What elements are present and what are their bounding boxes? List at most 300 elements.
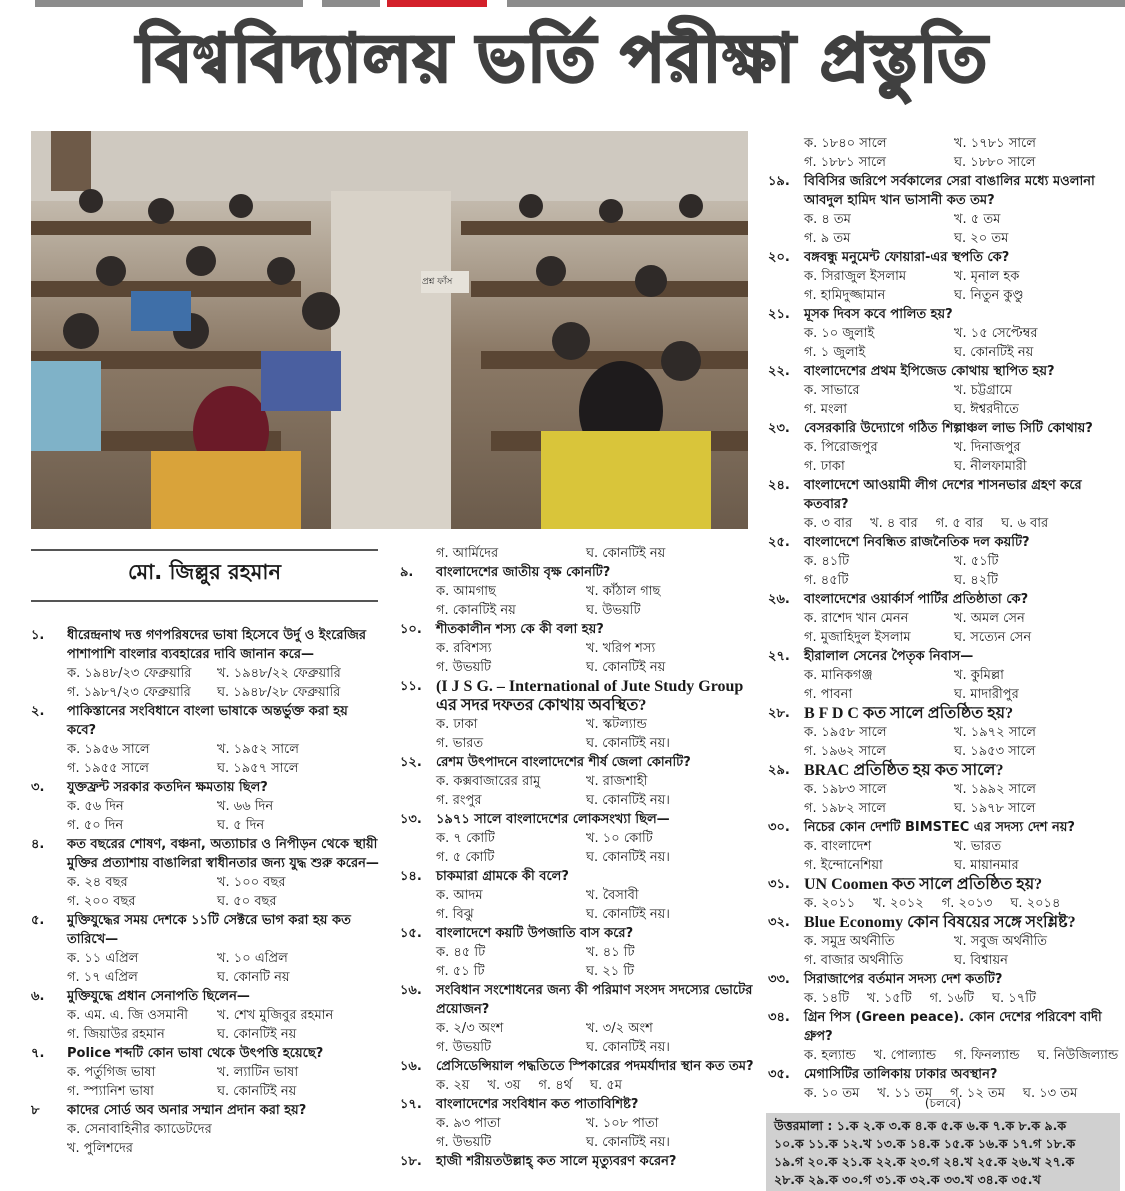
answer-option: গ. ২০১৩ bbox=[941, 896, 993, 911]
answer-options bbox=[804, 1046, 1120, 1065]
answer-option: ঘ. কোনটিই নয়। bbox=[586, 850, 670, 865]
answer-option: ক. এম. এ. জি ওসমানী bbox=[67, 1008, 188, 1023]
question-number: ৫. bbox=[31, 913, 45, 928]
answer-options bbox=[804, 932, 1120, 970]
answer-option: ঘ. ১৯৭৮ সালে bbox=[954, 801, 1036, 816]
answer-option: খ. ১৯৯২ সালে bbox=[954, 782, 1036, 797]
answer-option: খ. খরিপ শস্য bbox=[586, 641, 656, 656]
answer-option: খ. ৬৬ দিন bbox=[217, 799, 274, 814]
answer-option: ঘ. কোনটিই নয় bbox=[217, 1027, 297, 1042]
answer-option: ক. ৯৩ পাতা bbox=[436, 1116, 501, 1131]
question-item bbox=[768, 647, 1120, 704]
question-number: ১৬. bbox=[400, 1059, 422, 1074]
answer-option: ঘ. ৪২টি bbox=[954, 573, 998, 588]
question-item bbox=[400, 563, 755, 620]
question-text: বাংলাদেশে নিবন্ধিত রাজনৈতিক দল কয়টি? bbox=[804, 535, 1030, 550]
question-text: সিরাজাপের বর্তমান সদস্য দেশ কতটি? bbox=[804, 972, 1003, 987]
answer-options bbox=[804, 894, 1120, 913]
question-item bbox=[400, 1095, 755, 1152]
answer-option: ক. আমগাছ bbox=[436, 584, 496, 599]
answer-line: ১.ক ২.ক ৩.ক ৪.ক ৫.ক ৬.ক ৭.ক ৮.ক ৯.ক bbox=[836, 1118, 1067, 1133]
question-number: ৩২. bbox=[768, 915, 790, 930]
answer-option: খ. ৪ বার bbox=[870, 516, 918, 531]
answer-option: গ. রংপুর bbox=[436, 793, 482, 808]
answer-option: ক. সাভারে bbox=[804, 383, 860, 398]
question-text: কত বছরের শোষণ, বঞ্চনা, অত্যাচার ও নিপীড়ন থেকে স্থায়ী মুক্তির প্রত্যাশায় বাঙালিরা স্বাধীনতার জন্য যুদ্ধ শুরু করেন— bbox=[67, 837, 379, 871]
question-text: (I J S G. – International of Jute Study Group এর সদর দফতর কোথায় অবস্থিত? bbox=[436, 678, 744, 714]
question-text: নিচের কোন দেশটি BIMSTEC এর সদস্য দেশ নয়? bbox=[804, 820, 1075, 835]
answer-option: গ. ৯ তম bbox=[804, 231, 851, 246]
question-text: কাদের সোর্ড অব অনার সম্মান প্রদান করা হয়? bbox=[67, 1103, 307, 1118]
question-number: ৩. bbox=[31, 780, 45, 795]
answer-option: ক. হল্যান্ড bbox=[804, 1048, 856, 1063]
question-number: ২৯. bbox=[768, 763, 790, 778]
answer-option: ঘ. ১৯৫৭ সালে bbox=[217, 761, 299, 776]
question-column-1 bbox=[31, 626, 381, 1158]
answer-options bbox=[67, 740, 381, 778]
answer-option: খ. ১০০ বছর bbox=[217, 875, 286, 890]
answer-option: গ. ৫১ টি bbox=[436, 964, 485, 979]
answer-option: খ. অমল সেন bbox=[954, 611, 1025, 626]
answer-option: গ. হামিদুজ্জামান bbox=[804, 288, 886, 303]
answer-option: গ. ইন্দোনেশিয়া bbox=[804, 858, 883, 873]
exam-hall-illustration bbox=[31, 131, 748, 529]
question-number: ৬. bbox=[31, 989, 45, 1004]
question-text: যুক্তফ্রন্ট সরকার কতদিন ক্ষমতায় ছিল? bbox=[67, 780, 268, 795]
answer-option: ঘ. নিউজিল্যান্ড bbox=[1037, 1048, 1119, 1063]
answer-option: ঘ. কোনটিই নয় bbox=[954, 345, 1034, 360]
question-item bbox=[768, 590, 1120, 647]
answer-option: ঘ. বিশ্বায়ন bbox=[954, 953, 1008, 968]
question-item bbox=[31, 626, 381, 702]
question-number: ১১. bbox=[400, 679, 422, 694]
answer-option: ঘ. ২০১৪ bbox=[1010, 896, 1061, 911]
photo-board-label: প্রশ্ন ফাঁস bbox=[422, 277, 453, 287]
question-text: বাংলাদেশের সংবিধান কত পাতাবিশিষ্ট? bbox=[436, 1097, 639, 1112]
answer-option: ঘ. কোনটিই নয়। bbox=[586, 736, 670, 751]
answer-option: ক. আদম bbox=[436, 888, 483, 903]
answer-options bbox=[436, 1114, 755, 1152]
answer-options bbox=[67, 1006, 381, 1044]
question-item bbox=[400, 810, 755, 867]
question-item bbox=[31, 778, 381, 835]
answer-option: খ. ১৯৫২ সালে bbox=[217, 742, 299, 757]
question-text: B F D C কত সালে প্রতিষ্ঠিত হয়? bbox=[804, 705, 1014, 722]
answer-options bbox=[804, 666, 1120, 704]
answer-option: খ. ৪১ টি bbox=[586, 945, 635, 960]
question-item bbox=[768, 761, 1120, 818]
question-number: ২. bbox=[31, 704, 45, 719]
answer-option: গ. ১ জুলাই bbox=[804, 345, 866, 360]
answer-options bbox=[804, 381, 1120, 419]
question-text: হীরালাল সেনের পৈতৃক নিবাস— bbox=[804, 649, 974, 664]
answer-option: ক. ২য় bbox=[436, 1078, 470, 1093]
answer-option: ঘ. ৫ম bbox=[590, 1078, 622, 1093]
answer-options bbox=[436, 1076, 755, 1095]
answer-option: ক. পিরোজপুর bbox=[804, 440, 878, 455]
question-text: BRAC প্রতিষ্ঠিত হয় কত সালে? bbox=[804, 762, 1004, 779]
answer-option: ক. ১০ তম bbox=[804, 1086, 860, 1101]
answer-option: গ. ৫ বার bbox=[935, 516, 984, 531]
answer-option: ক. ১৯৪৮/২৩ ফেব্রুয়ারি bbox=[67, 666, 192, 681]
answer-option: ক. কক্সবাজারের রামু bbox=[436, 774, 541, 789]
answer-option: গ. ঢাকা bbox=[804, 459, 845, 474]
answer-option: গ. ২০০ বছর bbox=[67, 894, 136, 909]
answer-option: ঘ. কোনটিই নয় bbox=[586, 546, 666, 561]
question-number: ১৮. bbox=[400, 1154, 422, 1169]
question-number: ২৬. bbox=[768, 592, 790, 607]
question-item bbox=[400, 544, 755, 563]
answer-option: গ. ৫০ দিন bbox=[67, 818, 124, 833]
answer-option: ক. ৭ কোটি bbox=[436, 831, 495, 846]
answer-option: খ. ২০১২ bbox=[873, 896, 924, 911]
question-item bbox=[768, 419, 1120, 476]
answer-option: ক. ১৯৮৩ সালে bbox=[804, 782, 887, 797]
answer-option: খ. ল্যাটিন ভাষা bbox=[217, 1065, 299, 1080]
question-text: মুক্তিযুদ্ধে প্রধান সেনাপতি ছিলেন— bbox=[67, 989, 250, 1004]
question-text: বাংলাদেশে আওয়ামী লীগ দেশের শাসনভার গ্রহণ করে কতবার? bbox=[804, 478, 1082, 512]
answer-options bbox=[804, 609, 1120, 647]
answer-option: খ. ৫১টি bbox=[954, 554, 999, 569]
question-item bbox=[768, 704, 1120, 761]
question-text: ধীরেন্দ্রনাথ দত্ত গণপরিষদের ভাষা হিসেবে উর্দু ও ইংরেজির পাশাপাশি বাংলার ব্যবহারের দাবি জানান করে— bbox=[67, 628, 367, 662]
answer-option: গ. ভারত bbox=[436, 736, 484, 751]
question-number: ২২. bbox=[768, 364, 790, 379]
answer-option: ক. ৩ বার bbox=[804, 516, 853, 531]
answer-option: খ. ১০৮ পাতা bbox=[586, 1116, 659, 1131]
question-number: ১২. bbox=[400, 755, 422, 770]
question-item bbox=[400, 1057, 755, 1095]
question-number: ১৯. bbox=[768, 174, 790, 189]
answer-option: গ. পাবনা bbox=[804, 687, 853, 702]
answer-option: ক. ১৪টি bbox=[804, 991, 850, 1006]
question-text: বঙ্গবন্ধু মনুমেন্ট ফোয়ারা-এর স্থপতি কে? bbox=[804, 250, 1010, 265]
answer-key-label: উত্তরমালা : bbox=[774, 1118, 833, 1133]
answer-option: গ. জিয়াউর রহমান bbox=[67, 1027, 165, 1042]
answer-option: ঘ. ১৮৮০ সালে bbox=[954, 155, 1036, 170]
answer-option: ঘ. উভয়টি bbox=[586, 603, 641, 618]
answer-options bbox=[67, 1063, 381, 1101]
answer-option: গ. কোনটিই নয় bbox=[436, 603, 516, 618]
answer-option: খ. ১১ তম bbox=[877, 1086, 933, 1101]
answer-option: ক. সিরাজুল ইসলাম bbox=[804, 269, 907, 284]
question-item bbox=[768, 476, 1120, 533]
question-number: ২০. bbox=[768, 250, 790, 265]
question-number: ২৮. bbox=[768, 706, 790, 721]
answer-option: খ. ৩য় bbox=[487, 1078, 521, 1093]
question-item bbox=[768, 818, 1120, 875]
answer-options bbox=[804, 210, 1120, 248]
answer-options bbox=[67, 797, 381, 835]
answer-option: গ. বিঝু bbox=[436, 907, 474, 922]
answer-option: ঘ. মায়ানমার bbox=[954, 858, 1019, 873]
page-headline: বিশ্ববিদ্যালয় ভর্তি পরীক্ষা প্রস্তুতি bbox=[136, 20, 989, 97]
question-column-3 bbox=[768, 134, 1120, 1103]
answer-option: খ. সবুজ অর্থনীতি bbox=[954, 934, 1048, 949]
answer-option: খ. কাঁঠাল গাছ bbox=[586, 584, 661, 599]
answer-option: গ. ১৭ এপ্রিল bbox=[67, 970, 138, 985]
answer-options bbox=[436, 772, 755, 810]
answer-options bbox=[804, 780, 1120, 818]
answer-option: ঘ. কোনটি নয় bbox=[217, 970, 290, 985]
question-number: ১৫. bbox=[400, 926, 422, 941]
exam-hall-photo bbox=[31, 131, 748, 529]
question-text: ১৯৭১ সালে বাংলাদেশের লোকসংখ্যা ছিল— bbox=[436, 812, 670, 827]
answer-options bbox=[436, 582, 755, 620]
question-text: প্রেসিডেন্সিয়াল পদ্ধতিতে স্পিকারের পদমর্যাদার স্থান কত তম? bbox=[436, 1059, 754, 1074]
question-number: ১৬. bbox=[400, 983, 422, 998]
answer-options bbox=[804, 514, 1120, 533]
answer-options bbox=[67, 664, 381, 702]
question-item bbox=[768, 1008, 1120, 1065]
question-number: ১৪. bbox=[400, 869, 422, 884]
answer-option: ক. ১০ জুলাই bbox=[804, 326, 875, 341]
question-item bbox=[31, 835, 381, 911]
answer-option: ঘ. কোনটিই নয়। bbox=[586, 793, 670, 808]
question-number: ২৪. bbox=[768, 478, 790, 493]
answer-option: খ. বৈসাবী bbox=[586, 888, 639, 903]
answer-option: গ. ১৯৬২ সালে bbox=[804, 744, 886, 759]
question-text: বাংলাদেশের ওয়ার্কার্স পার্টির প্রতিষ্ঠাতা কে? bbox=[804, 592, 1029, 607]
answer-option: গ. মংলা bbox=[804, 402, 848, 417]
answer-option: ঘ. ৫০ বছর bbox=[217, 894, 277, 909]
answer-option: ঘ. মাদারীপুর bbox=[954, 687, 1019, 702]
answer-options bbox=[804, 324, 1120, 362]
question-item bbox=[768, 248, 1120, 305]
answer-option: ক. ২৪ বছর bbox=[67, 875, 128, 890]
question-text: বাংলাদেশে কয়টি উপজাতি বাস করে? bbox=[436, 926, 634, 941]
question-text: চাকমারা গ্রামকে কী বলে? bbox=[436, 869, 569, 884]
answer-options bbox=[67, 1120, 381, 1158]
answer-line: ১০.ক ১১.ক ১২.খ ১৩.ক ১৪.ক ১৫.ক ১৬.ক ১৭.গ ১৮.ক bbox=[774, 1136, 1076, 1151]
question-text: পাকিস্তানের সংবিধানে বাংলা ভাষাকে অন্তর্ভুক্ত করা হয় কবে? bbox=[67, 704, 348, 738]
answer-options bbox=[436, 715, 755, 753]
byline-rule-top bbox=[31, 549, 378, 551]
answer-option: খ. চট্টগ্রামে bbox=[954, 383, 1012, 398]
answer-line: ২৮.ক ২৯.ক ৩০.গ ৩১.ক ৩২.ক ৩৩.খ ৩৪.ক ৩৫.খ bbox=[774, 1172, 1041, 1187]
question-text: বাংলাদেশের জাতীয় বৃক্ষ কোনটি? bbox=[436, 565, 611, 580]
answer-options bbox=[804, 552, 1120, 590]
answer-option: গ. ৪র্থ bbox=[538, 1078, 573, 1093]
question-number: ৩৫. bbox=[768, 1067, 790, 1082]
answer-options bbox=[804, 837, 1120, 875]
question-number: ২১. bbox=[768, 307, 790, 322]
question-number: ২৩. bbox=[768, 421, 790, 436]
byline-rule-bottom bbox=[31, 600, 378, 602]
question-text: শীতকালীন শস্য কে কী বলা হয়? bbox=[436, 622, 604, 637]
question-text: মুক্তিযুদ্ধের সময় দেশকে ১১টি সেক্টরে ভাগ করা হয় কত তারিখে— bbox=[67, 913, 351, 947]
answer-option: গ. ১৯৫৫ সালে bbox=[67, 761, 149, 776]
question-item bbox=[31, 702, 381, 778]
answer-options bbox=[804, 723, 1120, 761]
answer-options bbox=[804, 134, 1120, 172]
answer-option: ঘ. ঈশ্বরদীতে bbox=[954, 402, 1019, 417]
answer-options bbox=[436, 1019, 755, 1057]
question-item bbox=[768, 913, 1120, 970]
answer-option: গ. ১৯৮২ সালে bbox=[804, 801, 886, 816]
answer-option: ঘ. ২০ তম bbox=[954, 231, 1009, 246]
answer-option: ঘ. ১৭টি bbox=[992, 991, 1037, 1006]
answer-option: খ. ১৫টি bbox=[867, 991, 912, 1006]
answer-option: ঘ. ৫ দিন bbox=[217, 818, 265, 833]
question-item bbox=[400, 620, 755, 677]
question-number: ৩৩. bbox=[768, 972, 790, 987]
question-item bbox=[400, 981, 755, 1057]
question-item bbox=[768, 533, 1120, 590]
answer-option: খ. ৫ তম bbox=[954, 212, 1001, 227]
question-text: Police শব্দটি কোন ভাষা থেকে উৎপত্তি হয়েছে? bbox=[67, 1046, 324, 1061]
continued-note: (চলবে) bbox=[924, 1096, 962, 1110]
answer-option: গ. ১৬টি bbox=[929, 991, 975, 1006]
answer-option: খ. মৃনাল হক bbox=[954, 269, 1020, 284]
question-item bbox=[768, 172, 1120, 248]
author-byline: মো. জিল্লুর রহমান bbox=[127, 560, 282, 584]
answer-option: গ. ১৯৮৭/২৩ ফেব্রুয়ারি bbox=[67, 685, 191, 700]
answer-option: খ. রাজশাহী bbox=[586, 774, 648, 789]
answer-option: ঘ. কোনটিই নয়। bbox=[586, 907, 670, 922]
answer-option: গ. ৫ কোটি bbox=[436, 850, 495, 865]
question-item bbox=[400, 677, 755, 753]
question-text: রেশম উৎপাদনে বাংলাদেশের শীর্ষ জেলা কোনটি? bbox=[436, 755, 691, 770]
question-item bbox=[31, 1044, 381, 1101]
answer-option: খ. ৩/২ অংশ bbox=[586, 1021, 653, 1036]
answer-option: ক. পর্তুগিজ ভাষা bbox=[67, 1065, 156, 1080]
answer-option: ক. ৪ তম bbox=[804, 212, 851, 227]
answer-option: ক. বাংলাদেশ bbox=[804, 839, 872, 854]
answer-option: ঘ. ১৩ তম bbox=[1022, 1086, 1078, 1101]
top-bar-red bbox=[387, 0, 487, 7]
answer-option: খ. ১৯৪৮/২২ ফেব্রুয়ারি bbox=[217, 666, 341, 681]
answer-options bbox=[436, 544, 755, 563]
answer-option: ক. ২০১১ bbox=[804, 896, 856, 911]
question-number: ৯. bbox=[400, 565, 414, 580]
answer-option: খ. শেখ মুজিবুর রহমান bbox=[217, 1008, 334, 1023]
question-number: ১৭. bbox=[400, 1097, 422, 1112]
question-item bbox=[768, 970, 1120, 1008]
answer-option: গ. উভয়টি bbox=[436, 1040, 492, 1055]
answer-option: ক. ১১ এপ্রিল bbox=[67, 951, 139, 966]
answer-option: গ. ১২ তম bbox=[950, 1086, 1005, 1101]
question-number: ৪. bbox=[31, 837, 45, 852]
answer-option: গ. উভয়টি bbox=[436, 1135, 492, 1150]
answer-option: ক. সমুদ্র অর্থনীতি bbox=[804, 934, 895, 949]
answer-option: গ. ফিনল্যান্ড bbox=[954, 1048, 1020, 1063]
question-number: ১৩. bbox=[400, 812, 422, 827]
question-item bbox=[768, 134, 1120, 172]
question-item bbox=[400, 924, 755, 981]
question-number: ৩১. bbox=[768, 877, 790, 892]
answer-option: গ. মুজাহিদুল ইসলাম bbox=[804, 630, 911, 645]
top-bar-left bbox=[35, 0, 303, 7]
question-text: বিবিসির জরিপে সর্বকালের সেরা বাঙালির মধ্যে মওলানা আবদুল হামিদ খান ভাসানী কত তম? bbox=[804, 174, 1095, 208]
answer-option: ক. ৪১টি bbox=[804, 554, 850, 569]
question-column-2 bbox=[400, 544, 755, 1171]
answer-options bbox=[804, 989, 1120, 1008]
answer-options bbox=[804, 267, 1120, 305]
question-text: গ্রিন পিস (Green peace). কোন দেশের পরিবেশ বাদী গ্রুপ? bbox=[804, 1010, 1102, 1044]
question-text: বাংলাদেশের প্রথম ইপিজেড কোথায় স্থাপিত হয়? bbox=[804, 364, 1055, 379]
answer-option: ঘ. ১৯৫৩ সালে bbox=[954, 744, 1036, 759]
answer-option: ঘ. কোনটিই নয়। bbox=[586, 1040, 670, 1055]
question-item bbox=[768, 875, 1120, 913]
question-text: Blue Economy কোন বিষয়ের সঙ্গে সংশ্লিষ্ট? bbox=[804, 914, 1076, 931]
question-text: হাজী শরীয়তউল্লাহ্‌ কত সালে মৃত্যুবরণ করেন? bbox=[436, 1154, 677, 1169]
answer-option: ঘ. কোনটিই নয় bbox=[586, 660, 666, 675]
answer-option: খ. ১৯৭২ সালে bbox=[954, 725, 1036, 740]
answer-options bbox=[436, 943, 755, 981]
answer-option: গ. ৪৫টি bbox=[804, 573, 849, 588]
answer-option: খ. পুলিশদের bbox=[67, 1141, 133, 1156]
answer-option: খ. পোল্যান্ড bbox=[873, 1048, 937, 1063]
question-item bbox=[31, 1101, 381, 1158]
answer-option: ঘ. কোনটিই নয় bbox=[217, 1084, 297, 1099]
answer-option: ক. ১৯৫৬ সালে bbox=[67, 742, 150, 757]
question-number: ৭. bbox=[31, 1046, 45, 1061]
answer-option: খ. স্কটল্যান্ড bbox=[586, 717, 647, 732]
question-item bbox=[31, 911, 381, 987]
answer-key bbox=[766, 1113, 1120, 1191]
answer-option: ক. ৪৫ টি bbox=[436, 945, 486, 960]
answer-option: খ. ১৭৮১ সালে bbox=[954, 136, 1036, 151]
answer-option: ঘ. ৬ বার bbox=[1001, 516, 1049, 531]
answer-option: ক. সেনাবাহিনীর ক্যাডেটদের bbox=[67, 1122, 212, 1137]
answer-option: খ. কুমিল্লা bbox=[954, 668, 1004, 683]
answer-option: ঘ. সত্যেন সেন bbox=[954, 630, 1032, 645]
answer-option: গ. আর্মিদের bbox=[436, 546, 499, 561]
answer-option: খ. দিনাজপুর bbox=[954, 440, 1021, 455]
answer-option: খ. ১০ এপ্রিল bbox=[217, 951, 288, 966]
question-text: সংবিধান সংশোধনের জন্য কী পরিমাণ সংসদ সদস্যের ভোটের প্রয়োজন? bbox=[436, 983, 753, 1017]
question-text: মূসক দিবস কবে পালিত হয়? bbox=[804, 307, 953, 322]
question-item bbox=[400, 1152, 755, 1171]
question-number: ১০. bbox=[400, 622, 422, 637]
answer-options bbox=[436, 886, 755, 924]
answer-option: ঘ. ১৯৪৮/২৮ ফেব্রুয়ারি bbox=[217, 685, 341, 700]
answer-option: ক. মানিকগঞ্জ bbox=[804, 668, 873, 683]
question-item bbox=[768, 305, 1120, 362]
answer-option: ক. ঢাকা bbox=[436, 717, 478, 732]
question-number: ২৭. bbox=[768, 649, 790, 664]
answer-option: ঘ. ২১ টি bbox=[586, 964, 635, 979]
question-text: UN Coomen কত সালে প্রতিষ্ঠিত হয়? bbox=[804, 876, 1043, 893]
answer-option: ঘ. নীলফামারী bbox=[954, 459, 1027, 474]
question-text: বেসরকারি উদ্যোগে গঠিত শিল্পাঞ্চল লাভ সিটি কোথায়? bbox=[804, 421, 1093, 436]
answer-option: ক. ২/৩ অংশ bbox=[436, 1021, 504, 1036]
answer-option: ঘ. কোনটিই নয়। bbox=[586, 1135, 670, 1150]
question-text: মেগাসিটির তালিকায় ঢাকার অবস্থান? bbox=[804, 1067, 998, 1082]
answer-option: গ. উভয়টি bbox=[436, 660, 492, 675]
question-item bbox=[400, 867, 755, 924]
answer-options bbox=[436, 829, 755, 867]
question-number: ১. bbox=[31, 628, 45, 643]
answer-option: গ. স্প্যানিশ ভাষা bbox=[67, 1084, 154, 1099]
answer-options bbox=[67, 873, 381, 911]
answer-option: গ. ১৮৮১ সালে bbox=[804, 155, 886, 170]
answer-option: ক. ৫৬ দিন bbox=[67, 799, 124, 814]
question-number: ৩০. bbox=[768, 820, 790, 835]
answer-option: গ. বাজার অর্থনীতি bbox=[804, 953, 904, 968]
answer-option: ক. ১৮৪০ সালে bbox=[804, 136, 887, 151]
top-bar-right bbox=[507, 0, 1125, 7]
answer-option: খ. ভারত bbox=[954, 839, 1002, 854]
question-item bbox=[768, 362, 1120, 419]
answer-option: ঘ. নিতুন কুণ্ডু bbox=[954, 288, 1024, 303]
answer-options bbox=[804, 438, 1120, 476]
top-bar-small bbox=[322, 0, 380, 7]
question-item bbox=[400, 753, 755, 810]
question-number: ৮ bbox=[31, 1103, 40, 1118]
answer-line: ১৯.গ ২০.ক ২১.ক ২২.ক ২৩.গ ২৪.খ ২৫.ক ২৬.খ ২৭.ক bbox=[774, 1154, 1075, 1169]
